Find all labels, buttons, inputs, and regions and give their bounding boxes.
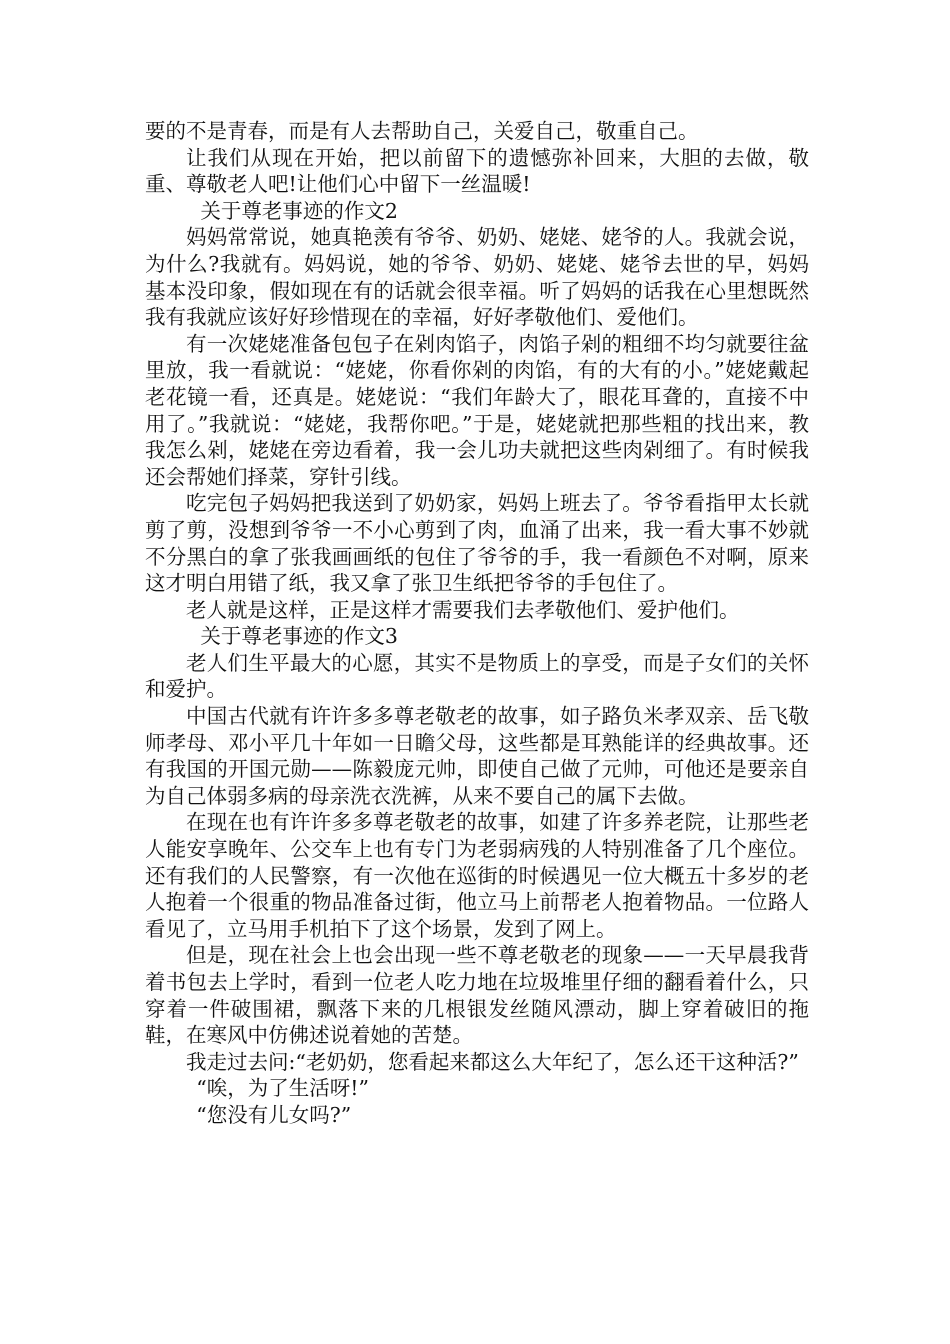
paragraph-8: 中国古代就有许许多多尊老敬老的故事，如子路负米孝双亲、岳飞敬师孝母、邓小平几十年如一日瞻父母，这些都是耳熟能详的经典故事。还有我国的开国元勋——陈毅庞元帅，即使自己做了元帅，可他还是要亲自为自己体弱多病的母亲洗衣洗裤，从来不要自己的属下去做。 (145, 704, 809, 808)
paragraph-2: 让我们从现在开始，把以前留下的遗憾弥补回来，大胆的去做，敬重、尊敬老人吧!让他们心中留下一丝温暖! (145, 145, 809, 197)
paragraph-3: 妈妈常常说，她真艳羡有爷爷、奶奶、姥姥、姥爷的人。我就会说，为什么?我就有。妈妈说，她的爷爷、奶奶、姥姥、姥爷去世的早，妈妈基本没印象，假如现在有的话就会很幸福。听了妈妈的话我在心里想既然我有我就应该好好珍惜现在的幸福，好好孝敬他们、爱他们。 (145, 225, 809, 330)
dialogue-line-1: “唉，为了生活呀!” (196, 1076, 369, 1101)
paragraph-4: 有一次姥姥准备包包子在剁肉馅子，肉馅子剁的粗细不均匀就要往盆里放，我一看就说：“姥姥，你看你剁的肉馅，有的大有的小。”姥姥戴起老花镜一看，还真是。姥姥说：“我们年龄大了，眼花耳聋的，直接不中用了。”我就说：“姥姥，我帮你吧。”于是，姥姥就把那些粗的找出来，教我怎么剁，姥姥在旁边看着，我一会儿功夫就把这些肉剁细了。有时候我还会帮她们择菜，穿针引线。 (145, 331, 809, 489)
dialogue-line-2: “您没有儿女吗?” (196, 1102, 352, 1127)
paragraph-11: 我走过去问:“老奶奶，您看起来都这么大年纪了，怎么还干这种活?” (186, 1049, 799, 1074)
paragraph-5: 吃完包子妈妈把我送到了奶奶家，妈妈上班去了。爷爷看指甲太长就剪了剪，没想到爷爷一不小心剪到了肉，血涌了出来，我一看大事不妙就不分黑白的拿了张我画画纸的包住了爷爷的手，我一看颜色不对啊，原来这才明白用错了纸，我又拿了张卫生纸把爷爷的手包住了。 (145, 491, 809, 596)
paragraph-1: 要的不是青春，而是有人去帮助自己，关爱自己，敬重自己。 (145, 119, 699, 143)
section-heading-3: 关于尊老事迹的作文3 (200, 624, 398, 649)
paragraph-9: 在现在也有许许多多尊老敬老的故事，如建了许多养老院，让那些老人能安享晚年、公交车上也有专门为老弱病残的人特别准备了几个座位。还有我们的人民警察，有一次他在巡街的时候遇见一位大概五十多岁的老人抱着一个很重的物品准备过街，他立马上前帮老人抱着物品。一位路人看见了，立马用手机拍下了这个场景，发到了网上。 (145, 810, 809, 941)
paragraph-6: 老人就是这样，正是这样才需要我们去孝敬他们、爱护他们。 (186, 597, 740, 622)
paragraph-7: 老人们生平最大的心愿，其实不是物质上的享受，而是子女们的关怀和爱护。 (145, 650, 809, 702)
section-heading-2: 关于尊老事迹的作文2 (200, 198, 398, 223)
paragraph-10: 但是，现在社会上也会出现一些不尊老敬老的现象——一天早晨我背着书包去上学时，看到一位老人吃力地在垃圾堆里仔细的翻看着什么，只穿着一件破围裙，飘落下来的几根银发丝随风漂动，脚上穿着破旧的拖鞋，在寒风中仿佛述说着她的苦楚。 (145, 943, 809, 1048)
document-body (145, 118, 809, 1129)
